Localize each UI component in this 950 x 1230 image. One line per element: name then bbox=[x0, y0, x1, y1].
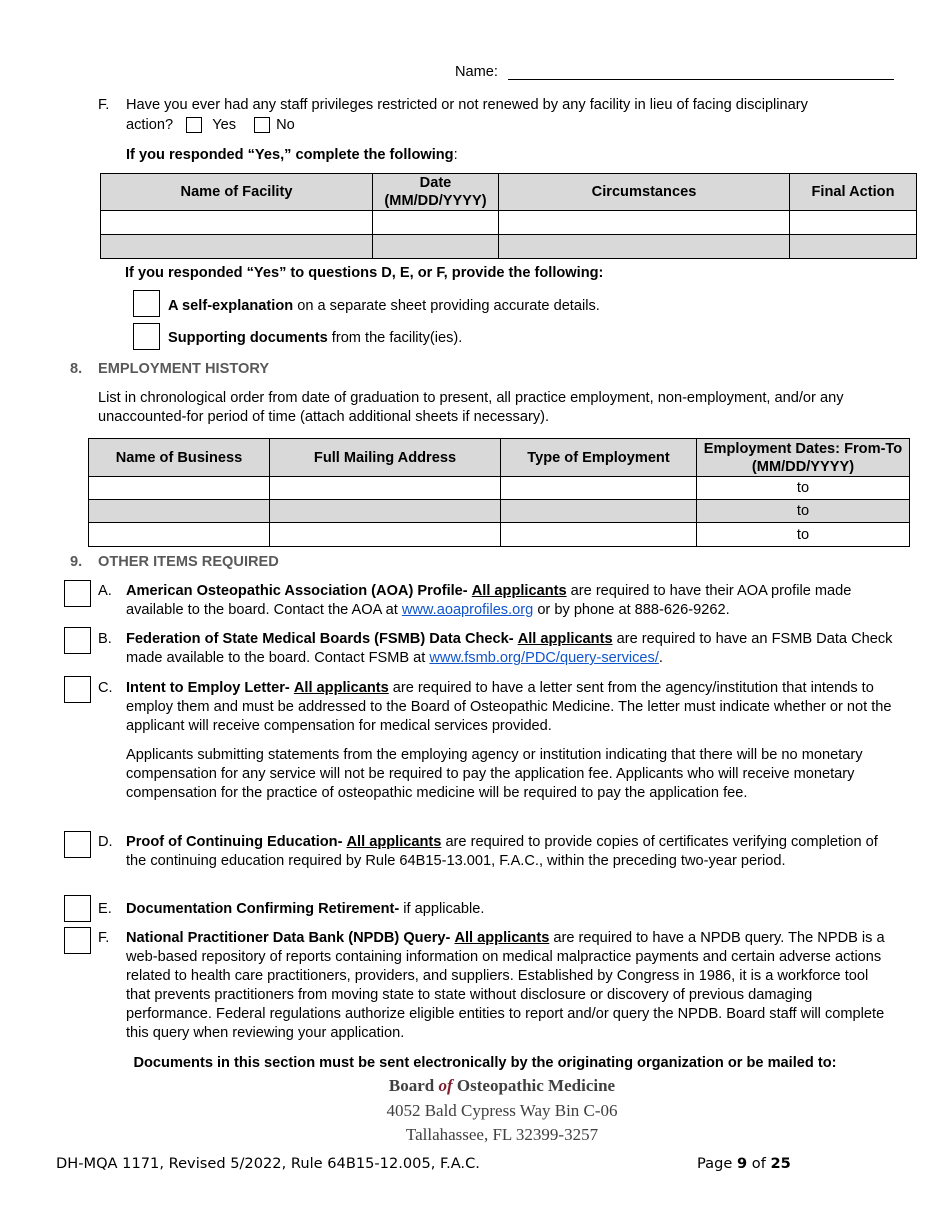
item-c-bold: Intent to Employ Letter- bbox=[126, 680, 290, 696]
followup-title: If you responded “Yes” to questions D, E, or F, provide the following: bbox=[125, 265, 604, 281]
page-word: Page bbox=[697, 1155, 733, 1172]
item-a-letter: A. bbox=[98, 583, 112, 599]
section-8-title: EMPLOYMENT HISTORY bbox=[98, 361, 270, 377]
facility-cell[interactable] bbox=[790, 235, 917, 259]
self-explanation-checkbox[interactable] bbox=[133, 290, 160, 317]
employment-cell[interactable] bbox=[270, 500, 501, 523]
item-f-rest: are required to have a NPDB query. The NPDB is a web-based repository of reports containing information on medical malpractice payments and certain adverse actions related to health care practitioners, providers, and suppliers. Established by Congress in 1986, it is a workforce tool that prevents practitioners from moving state to state without disclosure or discovery of previous damaging performance. Federal regulations authorize eligible entities to report and/or query the NPDB. Board staff will complete this query when reviewing your application. bbox=[126, 930, 885, 1041]
item-b-underline: All applicants bbox=[517, 631, 613, 647]
item-c-checkbox[interactable] bbox=[64, 676, 91, 703]
form-id: DH-MQA 1171, Revised 5/2022, Rule 64B15-12.005, F.A.C. bbox=[56, 1155, 480, 1172]
table-row bbox=[101, 211, 917, 235]
facility-cell[interactable] bbox=[373, 235, 499, 259]
employment-cell[interactable] bbox=[89, 500, 270, 523]
employment-cell[interactable] bbox=[270, 523, 501, 547]
item-d-letter: D. bbox=[98, 834, 113, 850]
mailing-notice: Documents in this section must be sent electronically by the originating organization or be mailed to: bbox=[133, 1055, 837, 1071]
facility-header-circumstances: Circumstances bbox=[499, 174, 790, 211]
item-a-underline: All applicants bbox=[471, 583, 567, 599]
table-row bbox=[89, 500, 910, 523]
item-f-text bbox=[126, 929, 896, 1043]
item-a-text bbox=[126, 582, 896, 620]
item-e-letter: E. bbox=[98, 901, 112, 917]
no-label: No bbox=[276, 117, 295, 133]
facility-instruction bbox=[126, 146, 458, 165]
facility-cell[interactable] bbox=[101, 235, 373, 259]
facility-instruction-tail: : bbox=[453, 147, 458, 163]
yes-label: Yes bbox=[212, 117, 236, 133]
aoa-link[interactable]: www.aoaprofiles.org bbox=[401, 602, 534, 618]
section-9-number: 9. bbox=[70, 554, 83, 570]
followup-item-2-rest: from the facility(ies). bbox=[327, 330, 463, 346]
employment-table bbox=[88, 438, 910, 547]
employment-dates-cell[interactable]: to bbox=[697, 523, 910, 547]
item-d-bold: Proof of Continuing Education- bbox=[126, 834, 343, 850]
item-d-underline: All applicants bbox=[346, 834, 442, 850]
facility-instruction-bold: If you responded “Yes,” complete the following bbox=[126, 147, 454, 163]
item-e-checkbox[interactable] bbox=[64, 895, 91, 922]
item-b-text bbox=[126, 630, 896, 668]
employment-header-address: Full Mailing Address bbox=[270, 439, 501, 477]
item-c-letter: C. bbox=[98, 680, 113, 696]
yes-checkbox[interactable] bbox=[186, 117, 202, 133]
facility-header-final-action: Final Action bbox=[790, 174, 917, 211]
supporting-documents-checkbox[interactable] bbox=[133, 323, 160, 350]
page-total: 25 bbox=[770, 1155, 791, 1172]
table-row bbox=[89, 523, 910, 547]
question-f-letter: F. bbox=[98, 97, 110, 113]
table-row bbox=[101, 235, 917, 259]
page-current: 9 bbox=[736, 1155, 748, 1172]
item-b-tail: . bbox=[658, 650, 663, 666]
followup-item-1 bbox=[168, 297, 600, 316]
item-b-rest: are required to have an FSMB Data Check made available to the board. Contact FSMB at bbox=[126, 631, 893, 666]
page-number bbox=[697, 1154, 791, 1173]
section-9-title: OTHER ITEMS REQUIRED bbox=[98, 554, 279, 570]
item-a-bold: American Osteopathic Association (AOA) Profile- bbox=[126, 583, 468, 599]
facility-table bbox=[100, 173, 917, 259]
no-checkbox[interactable] bbox=[254, 117, 270, 133]
question-f-text-2: action? bbox=[126, 117, 174, 133]
item-a-checkbox[interactable] bbox=[64, 580, 91, 607]
facility-header-date: Date (MM/DD/YYYY) bbox=[373, 174, 499, 211]
item-f-checkbox[interactable] bbox=[64, 927, 91, 954]
employment-cell[interactable] bbox=[501, 500, 697, 523]
followup-item-1-rest: on a separate sheet providing accurate details. bbox=[293, 298, 600, 314]
name-field[interactable] bbox=[508, 79, 894, 80]
item-e-rest: if applicable. bbox=[399, 901, 485, 917]
item-c-underline: All applicants bbox=[293, 680, 389, 696]
item-c-para-2: Applicants submitting statements from the employing agency or institution indicating that there will be no monetary compensation for any service will not be required to pay the application fee. Applicants who will receive monetary compensation for the practice of osteopathic medicine will be required to pay the application fee. bbox=[126, 747, 863, 801]
board-name-of: of bbox=[438, 1076, 453, 1095]
followup-item-1-bold: A self-explanation bbox=[168, 298, 294, 314]
item-f-bold: National Practitioner Data Bank (NPDB) Query- bbox=[126, 930, 451, 946]
employment-header-type: Type of Employment bbox=[501, 439, 697, 477]
item-d-text bbox=[126, 833, 896, 871]
item-b-bold: Federation of State Medical Boards (FSMB) Data Check- bbox=[126, 631, 514, 647]
employment-header-dates: Employment Dates: From-To (MM/DD/YYYY) bbox=[697, 439, 910, 477]
page-of: of bbox=[751, 1155, 766, 1172]
question-f-options bbox=[126, 116, 295, 135]
employment-dates-cell[interactable]: to bbox=[697, 500, 910, 523]
facility-cell[interactable] bbox=[499, 235, 790, 259]
question-f-text: Have you ever had any staff privileges restricted or not renewed by any facility in lieu of facing disciplinary bbox=[126, 97, 808, 113]
employment-cell[interactable] bbox=[89, 477, 270, 500]
mailing-address-2: Tallahassee, FL 32399-3257 bbox=[405, 1125, 599, 1144]
employment-cell[interactable] bbox=[501, 477, 697, 500]
table-row bbox=[89, 477, 910, 500]
fsmb-link[interactable]: www.fsmb.org/PDC/query-services/ bbox=[429, 650, 659, 666]
employment-intro: List in chronological order from date of graduation to present, all practice employment, non-employment, and/or any unaccounted-for period of time (attach additional sheets if necessary). bbox=[98, 390, 844, 425]
item-e-bold: Documentation Confirming Retirement- bbox=[126, 901, 400, 917]
item-d-rest: are required to provide copies of certificates verifying completion of the continuing education required by Rule 64B15-13.001, F.A.C., within the preceding two-year period. bbox=[126, 834, 878, 869]
employment-dates-cell[interactable]: to bbox=[697, 477, 910, 500]
board-name-pre: Board bbox=[388, 1076, 439, 1095]
item-c-rest: are required to have a letter sent from the agency/institution that intends to employ them and must be addressed to the Board of Osteopathic Medicine. The letter must indicate whether or not the applicant will receive compensation for medical services provided. bbox=[126, 680, 892, 734]
item-f-underline: All applicants bbox=[454, 930, 550, 946]
board-name bbox=[0, 1076, 950, 1095]
employment-header-business: Name of Business bbox=[89, 439, 270, 477]
followup-item-2 bbox=[168, 329, 462, 348]
facility-cell[interactable] bbox=[790, 211, 917, 235]
item-a-tail: or by phone at 888-626-9262. bbox=[533, 602, 730, 618]
employment-cell[interactable] bbox=[89, 523, 270, 547]
employment-cell[interactable] bbox=[270, 477, 501, 500]
facility-header-name: Name of Facility bbox=[101, 174, 373, 211]
item-d-checkbox[interactable] bbox=[64, 831, 91, 858]
facility-cell[interactable] bbox=[373, 211, 499, 235]
name-label: Name: bbox=[455, 64, 498, 80]
facility-cell[interactable] bbox=[101, 211, 373, 235]
facility-cell[interactable] bbox=[499, 211, 790, 235]
item-b-checkbox[interactable] bbox=[64, 627, 91, 654]
item-e-text bbox=[126, 900, 896, 919]
item-a-rest: are required to have their AOA profile made available to the board. Contact the AOA at bbox=[126, 583, 852, 618]
mailing-address-1: 4052 Bald Cypress Way Bin C-06 bbox=[386, 1101, 618, 1120]
followup-item-2-bold: Supporting documents bbox=[168, 330, 328, 346]
employment-cell[interactable] bbox=[501, 523, 697, 547]
section-8-number: 8. bbox=[70, 361, 83, 377]
board-name-post: Osteopathic Medicine bbox=[452, 1076, 616, 1095]
item-b-letter: B. bbox=[98, 631, 112, 647]
item-c-text bbox=[126, 679, 896, 736]
item-f-letter: F. bbox=[98, 930, 110, 946]
